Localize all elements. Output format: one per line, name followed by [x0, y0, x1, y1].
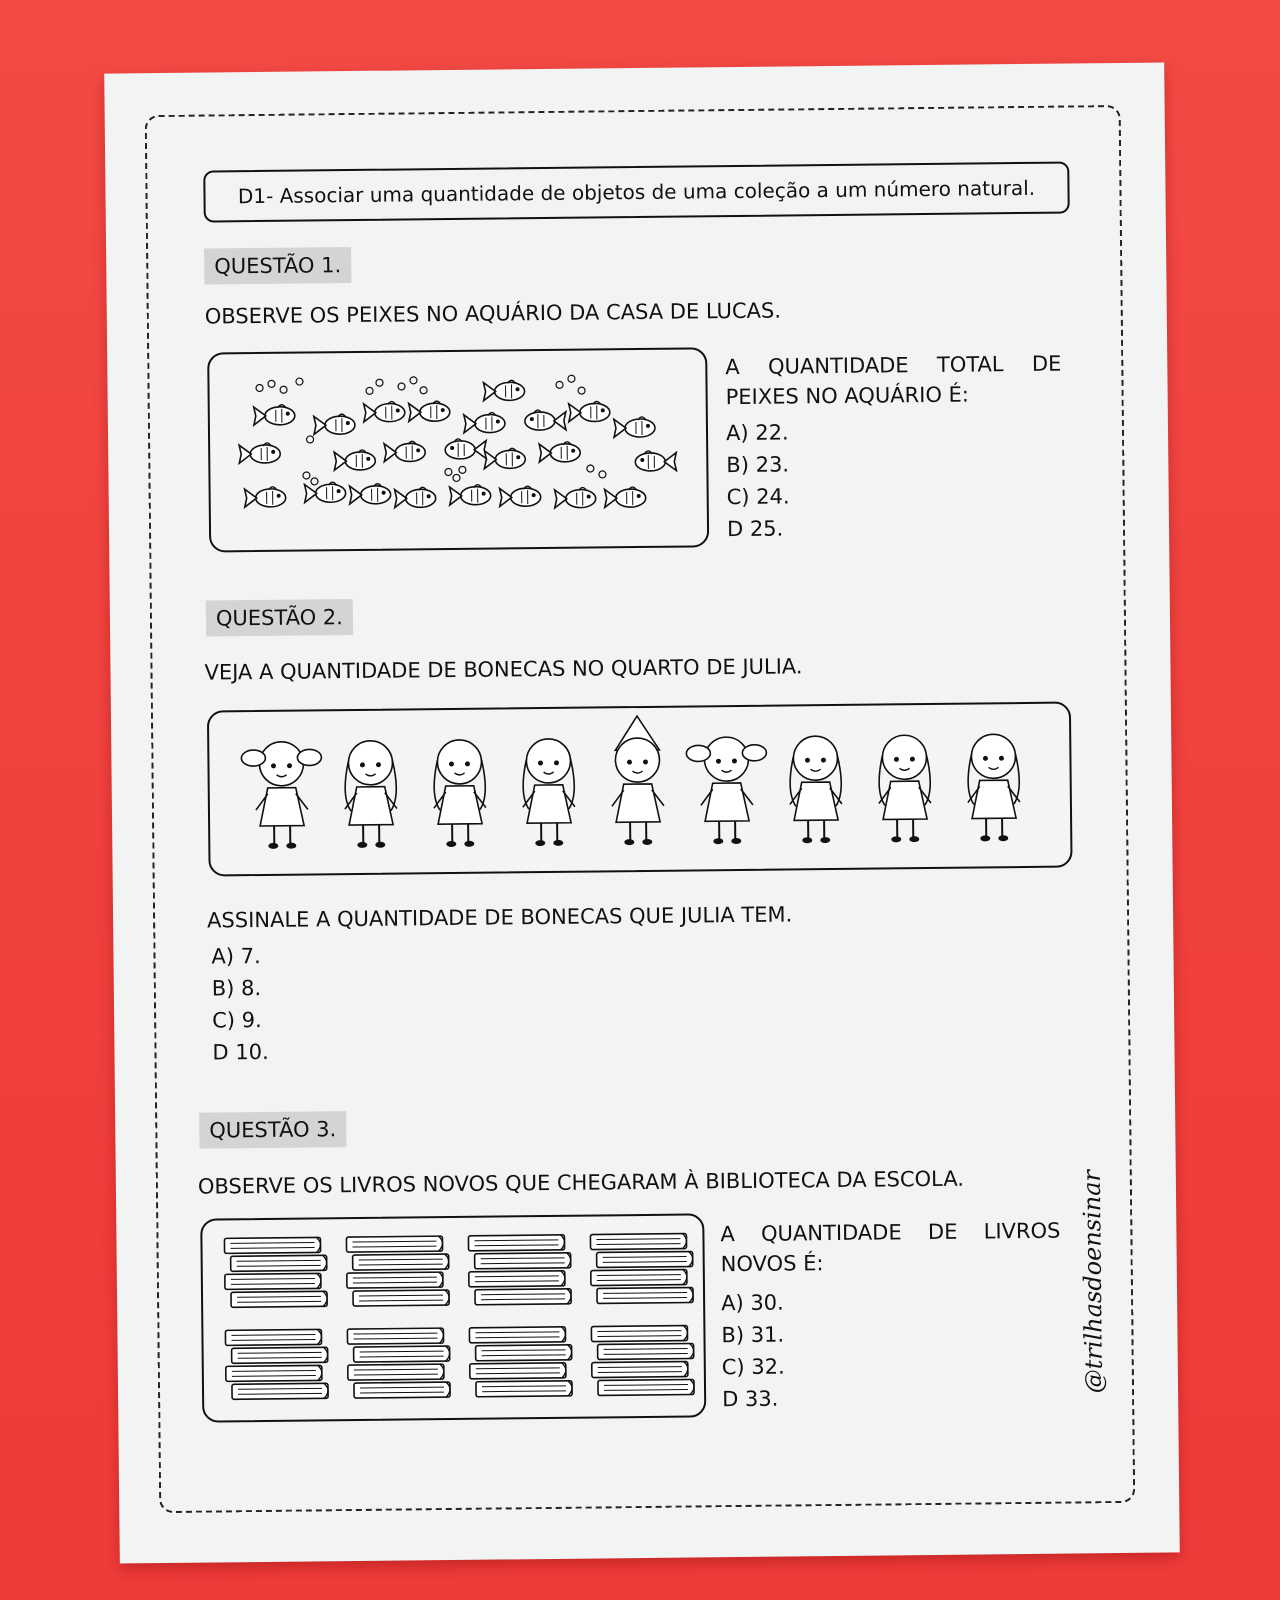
fish-icon	[314, 414, 355, 434]
doll-icon	[611, 716, 664, 846]
question-3-line-2: NOVOS É:	[720, 1251, 824, 1277]
question-1-text	[725, 349, 1062, 413]
bubble-icon	[398, 383, 405, 390]
books-image	[200, 1213, 706, 1422]
doll-icon	[878, 735, 931, 843]
worksheet-paper	[104, 62, 1180, 1563]
doll-icon	[967, 734, 1020, 842]
bubble-icon	[376, 379, 383, 386]
q2-option-d[interactable]: D 10.	[212, 1039, 269, 1065]
fish-illustration	[209, 349, 707, 550]
question-1-options	[726, 416, 790, 545]
question-2-prompt: VEJA A QUANTIDADE DE BONECAS NO QUARTO DE JULIA.	[204, 654, 803, 685]
question-1-prompt: OBSERVE OS PEIXES NO AQUÁRIO DA CASA DE LUCAS.	[204, 298, 782, 329]
question-3-text	[720, 1216, 1061, 1280]
question-2-label: QUESTÃO 2.	[206, 599, 353, 637]
bubble-icon	[296, 378, 303, 385]
bubble-icon	[587, 465, 594, 472]
fish-icon	[254, 405, 295, 425]
bubble-icon	[311, 478, 318, 485]
book-stack-icon	[225, 1329, 328, 1399]
fish-icon	[464, 412, 505, 432]
fish-icon	[445, 439, 486, 459]
q3-option-b[interactable]: B) 31.	[721, 1322, 785, 1348]
bubble-icon	[420, 387, 427, 394]
question-2-text: ASSINALE A QUANTIDADE DE BONECAS QUE JULIA TEM.	[206, 902, 793, 933]
doll-icon	[241, 741, 322, 849]
fish-icon	[239, 443, 280, 463]
doll-illustration	[209, 704, 1071, 875]
q1-option-d[interactable]: D 25.	[726, 516, 784, 542]
fish-icon	[409, 401, 450, 421]
question-3-line-1: A QUANTIDADE DE LIVROS	[720, 1218, 1061, 1247]
q3-option-c[interactable]: C) 32.	[721, 1354, 785, 1380]
bubble-icon	[578, 387, 585, 394]
q1-option-a[interactable]: A) 22.	[725, 420, 789, 446]
book-stack-icon	[469, 1327, 572, 1397]
skill-descriptor-box	[203, 161, 1069, 222]
bubble-icon	[459, 466, 466, 473]
fish-icon	[635, 451, 676, 471]
q1-option-c[interactable]: C) 24.	[726, 484, 790, 510]
doll-icon	[344, 741, 397, 849]
q2-option-c[interactable]: C) 9.	[212, 1007, 262, 1033]
doll-icon	[686, 737, 767, 845]
fish-icon	[350, 484, 391, 504]
dolls-image	[207, 702, 1073, 877]
doll-icon	[522, 739, 575, 847]
q2-option-a[interactable]: A) 7.	[211, 944, 261, 969]
bubble-icon	[568, 375, 575, 382]
bubble-icon	[453, 474, 460, 481]
book-stack-icon	[224, 1237, 327, 1307]
fish-icon	[569, 401, 610, 421]
question-1-line-1: A QUANTIDADE TOTAL DE	[725, 351, 1062, 380]
q3-option-a[interactable]: A) 30.	[721, 1290, 784, 1316]
fish-icon	[539, 442, 580, 462]
fish-icon	[395, 487, 436, 507]
question-3-label: QUESTÃO 3.	[199, 1111, 346, 1149]
bubble-icon	[303, 472, 310, 479]
bubble-icon	[366, 387, 373, 394]
book-stack-icon	[591, 1325, 694, 1395]
question-1-label: QUESTÃO 1.	[204, 247, 351, 285]
book-stack-icon	[590, 1233, 693, 1303]
book-stack-icon	[347, 1328, 450, 1398]
fish-icon	[384, 441, 425, 461]
aquarium-image	[207, 347, 709, 552]
bubble-icon	[307, 436, 314, 443]
bubble-icon	[410, 377, 417, 384]
fish-icon	[334, 450, 375, 470]
fish-icon	[364, 401, 405, 421]
skill-descriptor: D1- Associar uma quantidade de objetos de uma coleção a um número natural.	[237, 175, 1036, 209]
question-1-line-2: PEIXES NO AQUÁRIO É:	[725, 382, 970, 410]
fish-icon	[555, 487, 596, 507]
q2-option-b[interactable]: B) 8.	[211, 975, 262, 1001]
doll-icon	[789, 736, 842, 844]
fish-icon	[525, 410, 566, 430]
books-illustration	[202, 1215, 704, 1420]
fish-icon	[483, 380, 524, 400]
book-stack-icon	[346, 1236, 449, 1306]
q1-option-b[interactable]: B) 23.	[726, 452, 790, 478]
bubble-icon	[599, 471, 606, 478]
fish-icon	[605, 487, 646, 507]
fish-icon	[614, 417, 655, 437]
bubble-icon	[445, 468, 452, 475]
question-3-options	[721, 1287, 785, 1416]
bubble-icon	[280, 386, 287, 393]
fish-icon	[305, 482, 346, 502]
bubble-icon	[256, 384, 263, 391]
fish-icon	[500, 486, 541, 506]
q3-option-d[interactable]: D 33.	[722, 1386, 779, 1412]
fish-icon	[450, 485, 491, 505]
bubble-icon	[268, 380, 275, 387]
doll-icon	[433, 740, 486, 848]
watermark-handle: @trilhasdoensinar	[1077, 1169, 1109, 1394]
book-stack-icon	[468, 1235, 571, 1305]
bubble-icon	[556, 381, 563, 388]
fish-icon	[484, 448, 525, 468]
question-3-prompt: OBSERVE OS LIVROS NOVOS QUE CHEGARAM À BIBLIOTECA DA ESCOLA.	[197, 1166, 965, 1199]
fish-icon	[245, 487, 286, 507]
question-2-options	[211, 940, 269, 1069]
